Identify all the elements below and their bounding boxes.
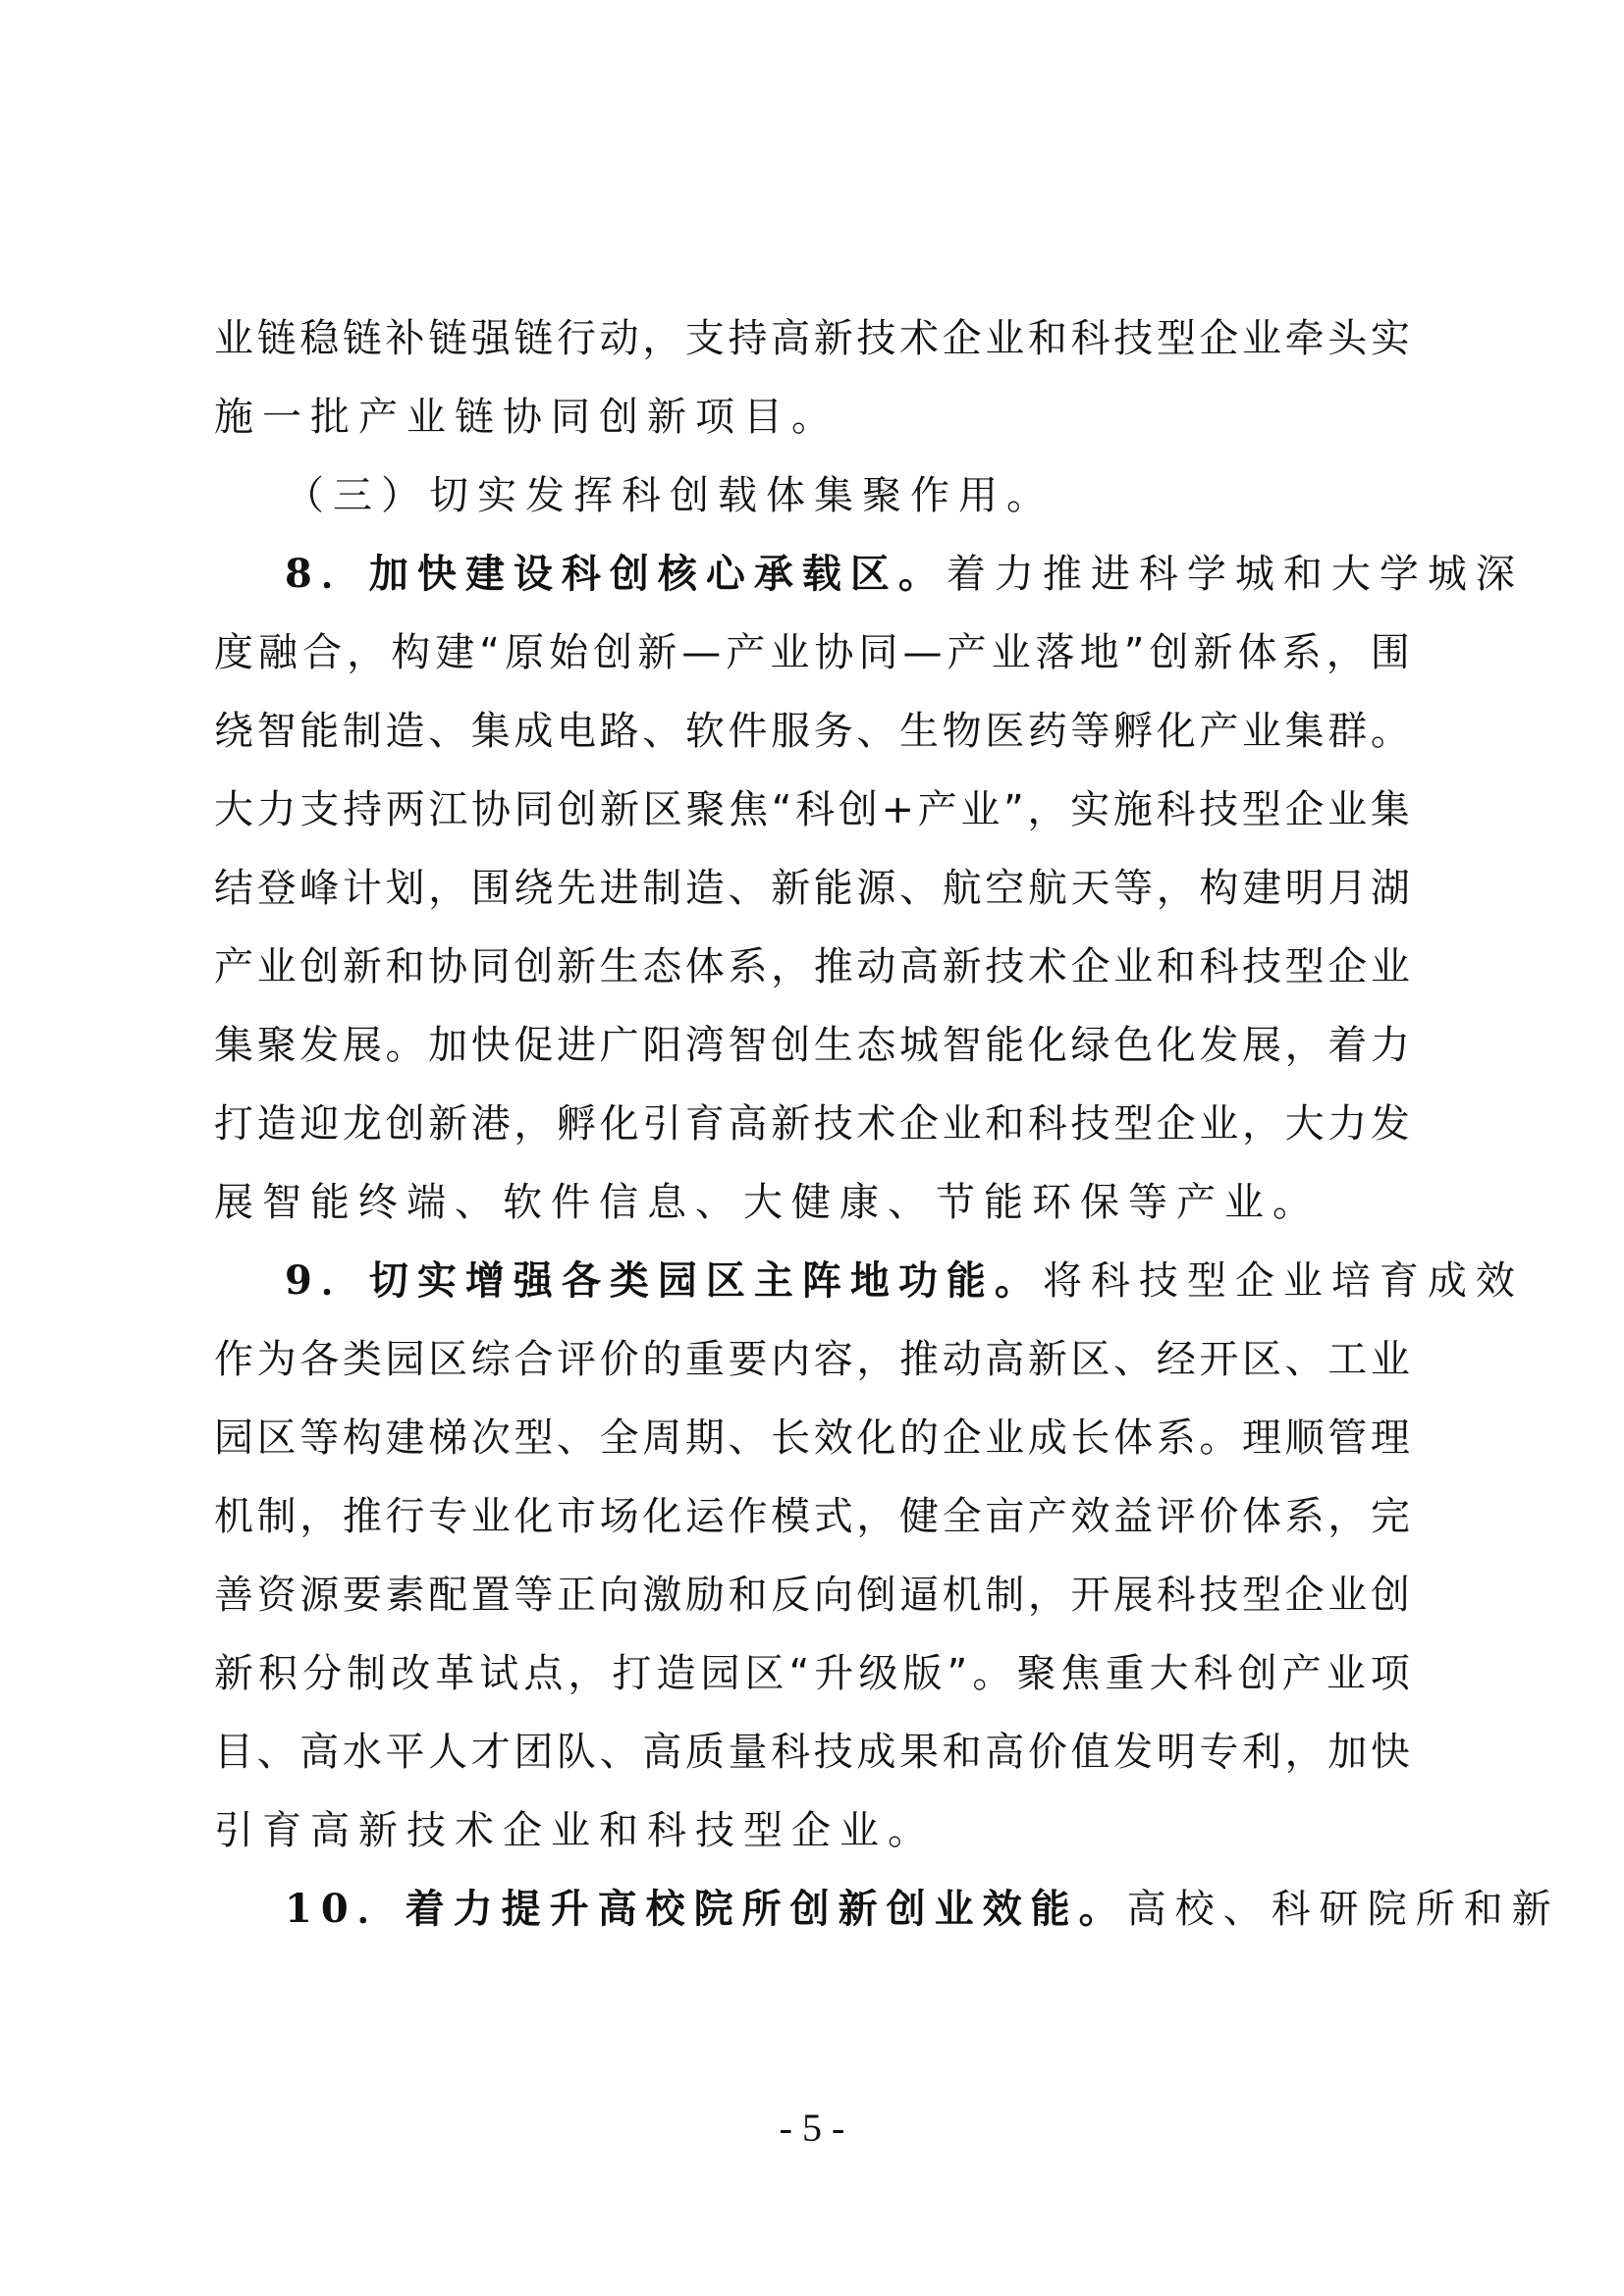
text-line: 打 造 迎 龙 创 新 港 ， 孵 化 引 育 高 新 技 术 企 业 和 科 技 型 企 业 ， 大 力 发 xyxy=(214,1101,1410,1147)
line-text: 展智能终端、软件信息、大健康、节能环保等产业。 xyxy=(214,1180,1321,1225)
item-title: 着力提升高校院所创新创业效能。 xyxy=(405,1886,1127,1932)
page-number: - 5 - xyxy=(779,2106,845,2150)
item-text: 高校、科研院所和新 xyxy=(1126,1887,1560,1932)
text-line xyxy=(214,1163,1410,1242)
text-line: 度 融 合 ， 构 建 “ 原 始 创 新 — 产 业 协 同 — 产 业 落 地 ” 创 新 体 系 ， 围 xyxy=(214,630,1410,675)
section-heading-text: （三）切实发挥科创载体集聚作用。 xyxy=(285,473,1055,518)
item-number: 8． xyxy=(285,551,369,597)
item-title: 加快建设科创核心承载区。 xyxy=(368,551,947,597)
text-line xyxy=(214,378,1410,456)
text-line xyxy=(214,1791,1410,1870)
text-line: 集 聚 发 展 。 加 快 促 进 广 阳 湾 智 创 生 态 城 智 能 化 绿 色 化 发 展 ， 着 力 xyxy=(214,1023,1410,1068)
text-line: 产 业 创 新 和 协 同 创 新 生 态 体 系 ， 推 动 高 新 技 术 企 业 和 科 技 型 企 业 xyxy=(214,944,1410,989)
line-text: 引育高新技术企业和科技型企业。 xyxy=(214,1808,936,1853)
item-number: 9． xyxy=(285,1257,369,1304)
text-line: 机 制 ， 推 行 专 业 化 市 场 化 运 作 模 式 ， 健 全 亩 产 效 益 评 价 体 系 ， 完 xyxy=(214,1494,1410,1539)
text-line: 业 链 稳 链 补 链 强 链 行 动 ， 支 持 高 新 技 术 企 业 和 科 技 型 企 业 牵 头 实 xyxy=(214,316,1410,361)
text-line: 作 为 各 类 园 区 综 合 评 价 的 重 要 内 容 ， 推 动 高 新 区 、 经 开 区 、 工 业 xyxy=(214,1337,1410,1382)
text-line: 目 、 高 水 平 人 才 团 队 、 高 质 量 科 技 成 果 和 高 价 值 发 明 专 利 ， 加 快 xyxy=(214,1730,1410,1775)
text-line: 园 区 等 构 建 梯 次 型 、 全 周 期 、 长 效 化 的 企 业 成 长 体 系 。 理 顺 管 理 xyxy=(214,1415,1410,1461)
line-text: 施一批产业链协同创新项目。 xyxy=(214,395,839,440)
item-number: 10． xyxy=(285,1886,406,1932)
text-line: 结 登 峰 计 划 ， 围 绕 先 进 制 造 、 新 能 源 、 航 空 航 天 等 ， 构 建 明 月 湖 xyxy=(214,866,1410,911)
text-line: 大 力 支 持 两 江 协 同 创 新 区 聚 焦 “ 科 创 + 产 业 ” ， 实 施 科 技 型 企 业 集 xyxy=(214,787,1410,832)
text-line: 绕 智 能 制 造 、 集 成 电 路 、 软 件 服 务 、 生 物 医 药 等 孵 化 产 业 集 群 。 xyxy=(214,709,1410,754)
item-text: 着力推进科学城和大学城深 xyxy=(946,552,1524,597)
item-heading-10 xyxy=(285,1870,1560,1949)
item-text: 将科技型企业培育成效 xyxy=(1042,1258,1524,1304)
item-heading-9 xyxy=(285,1242,1524,1320)
item-title: 切实增强各类园区主阵地功能。 xyxy=(368,1257,1043,1304)
item-heading-8 xyxy=(285,535,1524,614)
section-heading xyxy=(285,456,1410,535)
text-line: 善 资 源 要 素 配 置 等 正 向 激 励 和 反 向 倒 逼 机 制 ， 开 展 科 技 型 企 业 创 xyxy=(214,1573,1410,1618)
text-line: 新 积 分 制 改 革 试 点 ， 打 造 园 区 “ 升 级 版 ” 。 聚 焦 重 大 科 创 产 业 项 xyxy=(214,1651,1410,1696)
